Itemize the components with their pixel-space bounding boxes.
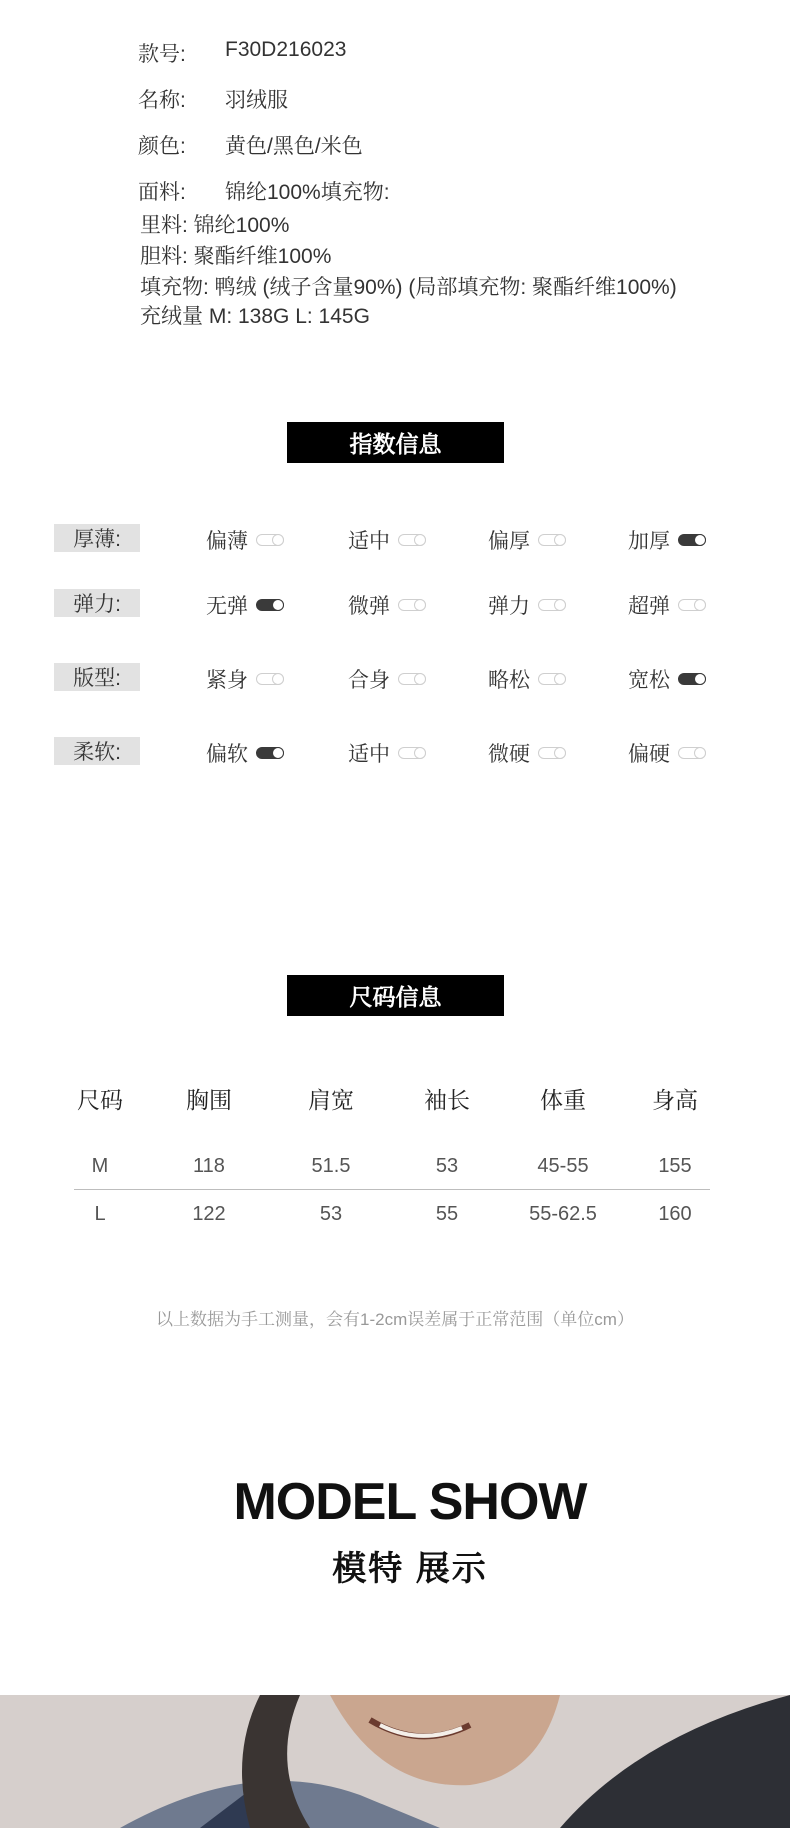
index-option-label: 适中	[348, 530, 390, 553]
index-row-label: 版型:	[54, 663, 140, 691]
index-option-label: 偏薄	[206, 530, 248, 553]
index-option	[206, 664, 284, 694]
model-photo	[0, 1695, 790, 1828]
toggle-off-icon	[538, 747, 566, 759]
product-lining: 里料: 锦纶100%	[140, 214, 290, 237]
index-option	[488, 525, 566, 555]
name-label: 名称:	[138, 89, 186, 112]
size-section-title: 尺码信息	[287, 975, 504, 1016]
index-option	[488, 664, 566, 694]
size-table-cell: 160	[658, 1203, 692, 1225]
size-table-cell: L	[94, 1203, 106, 1225]
measurement-note: 以上数据为手工测量，会有1-2cm误差属于正常范围（单位cm）	[156, 1310, 634, 1329]
index-option	[348, 590, 426, 620]
index-option-label: 微弹	[348, 595, 390, 618]
toggle-off-icon	[538, 534, 566, 546]
index-option-label: 超弹	[628, 595, 670, 618]
size-table-cell: M	[91, 1155, 109, 1177]
toggle-off-icon	[538, 673, 566, 685]
product-inner: 胆料: 聚酯纤维100%	[140, 245, 332, 268]
index-option-label: 无弹	[206, 595, 248, 618]
size-table-cell: 51.5	[311, 1155, 351, 1177]
table-divider	[74, 1189, 710, 1190]
product-filling: 填充物: 鸭绒 (绒子含量90%) (局部填充物: 聚酯纤维100%)	[140, 276, 677, 299]
index-option	[348, 738, 426, 768]
toggle-on-icon	[678, 673, 706, 685]
fabric-label: 面料:	[138, 181, 186, 204]
size-table-header: 袖长	[424, 1087, 470, 1113]
index-option	[628, 525, 706, 555]
model-show-subtitle: 模特 展示	[332, 1550, 488, 1588]
size-table-cell: 155	[658, 1155, 692, 1177]
size-table-cell: 122	[192, 1203, 226, 1225]
index-row-label: 弹力:	[54, 589, 140, 617]
model-photo-illustration	[0, 1695, 790, 1828]
index-option	[488, 590, 566, 620]
size-table-header: 胸围	[186, 1087, 232, 1113]
toggle-knob	[694, 534, 706, 546]
size-table-header: 身高	[652, 1087, 698, 1113]
toggle-knob	[554, 747, 566, 759]
toggle-off-icon	[398, 534, 426, 546]
size-table-cell: 53	[319, 1203, 343, 1225]
index-option-label: 偏厚	[488, 530, 530, 553]
toggle-knob	[694, 599, 706, 611]
toggle-knob	[414, 673, 426, 685]
index-option-label: 加厚	[628, 530, 670, 553]
index-option-label: 合身	[348, 669, 390, 692]
toggle-off-icon	[398, 599, 426, 611]
toggle-off-icon	[678, 599, 706, 611]
toggle-off-icon	[256, 673, 284, 685]
toggle-knob	[272, 673, 284, 685]
index-option	[488, 738, 566, 768]
index-section-title: 指数信息	[287, 422, 504, 463]
index-row-label: 柔软:	[54, 737, 140, 765]
index-option	[348, 525, 426, 555]
toggle-knob	[554, 673, 566, 685]
toggle-on-icon	[256, 747, 284, 759]
toggle-off-icon	[678, 747, 706, 759]
product-code: F30D216023	[225, 38, 347, 61]
color-label: 颜色:	[138, 135, 186, 158]
toggle-knob	[694, 747, 706, 759]
toggle-off-icon	[538, 599, 566, 611]
index-option	[628, 664, 706, 694]
toggle-knob	[554, 534, 566, 546]
size-table-cell: 53	[435, 1155, 459, 1177]
toggle-off-icon	[398, 747, 426, 759]
product-fabric: 锦纶100%填充物:	[225, 181, 390, 204]
code-label: 款号:	[138, 43, 186, 66]
model-show-title: MODEL SHOW	[233, 1473, 587, 1531]
index-option	[206, 525, 284, 555]
index-option-label: 微硬	[488, 743, 530, 766]
toggle-knob	[414, 599, 426, 611]
index-option	[628, 590, 706, 620]
index-option-label: 弹力	[488, 595, 530, 618]
index-option	[206, 590, 284, 620]
toggle-knob	[272, 747, 284, 759]
index-option-label: 宽松	[628, 669, 670, 692]
product-colors: 黄色/黑色/米色	[225, 135, 363, 158]
toggle-knob	[272, 534, 284, 546]
toggle-knob	[414, 534, 426, 546]
toggle-knob	[272, 599, 284, 611]
size-table-header: 体重	[540, 1087, 586, 1113]
size-table-header: 尺码	[77, 1087, 123, 1113]
toggle-knob	[554, 599, 566, 611]
index-option	[628, 738, 706, 768]
toggle-knob	[694, 673, 706, 685]
toggle-off-icon	[398, 673, 426, 685]
size-table-cell: 118	[193, 1155, 225, 1177]
toggle-knob	[414, 747, 426, 759]
size-table-header: 肩宽	[308, 1087, 354, 1113]
size-table-cell: 55-62.5	[529, 1203, 597, 1225]
toggle-on-icon	[678, 534, 706, 546]
index-option	[348, 664, 426, 694]
size-table-cell: 45-55	[537, 1155, 589, 1177]
size-table-cell: 55	[435, 1203, 459, 1225]
product-fill-amount: 充绒量 M: 138G L: 145G	[140, 305, 370, 328]
index-option-label: 偏软	[206, 743, 248, 766]
product-name: 羽绒服	[225, 89, 288, 112]
index-row-label: 厚薄:	[54, 524, 140, 552]
index-option-label: 略松	[488, 669, 530, 692]
index-option	[206, 738, 284, 768]
index-option-label: 紧身	[206, 669, 248, 692]
toggle-off-icon	[256, 534, 284, 546]
index-option-label: 适中	[348, 743, 390, 766]
toggle-on-icon	[256, 599, 284, 611]
index-option-label: 偏硬	[628, 743, 670, 766]
